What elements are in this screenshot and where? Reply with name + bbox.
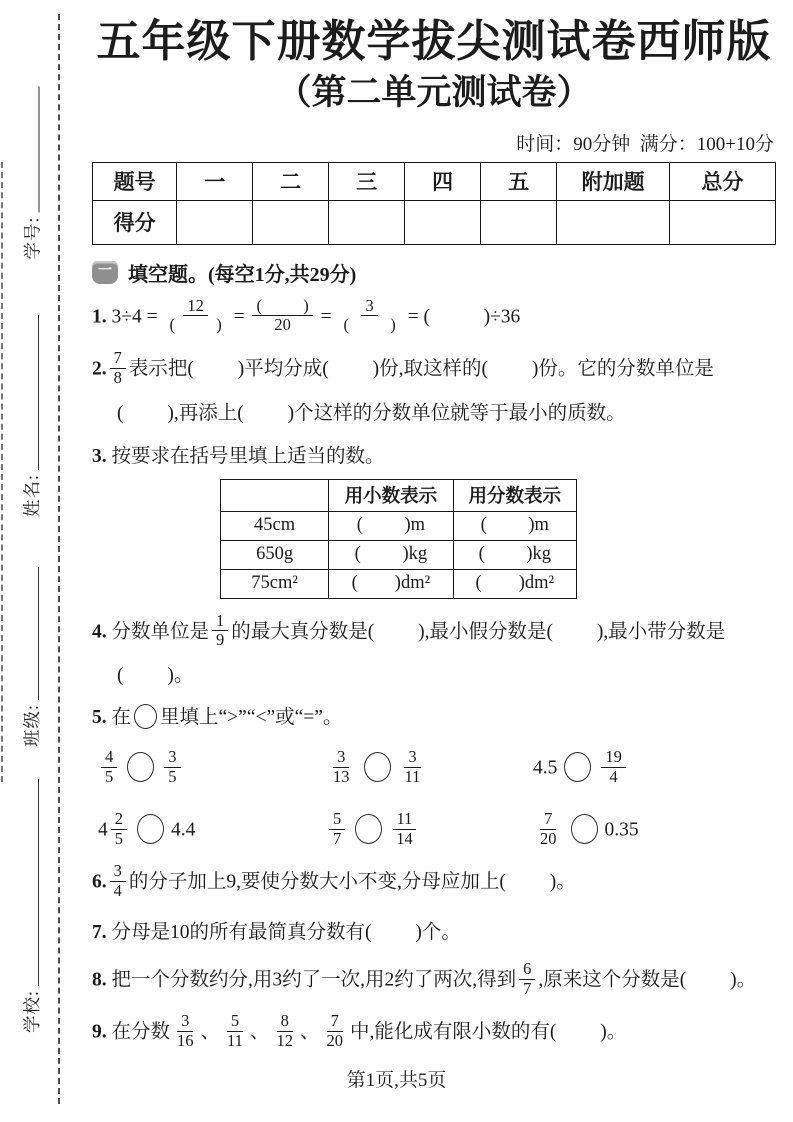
table-cell <box>221 479 329 511</box>
question-3-table <box>220 479 577 599</box>
class-blank-line <box>38 567 39 700</box>
page-number: 第1页,共5页 <box>346 1070 447 1091</box>
text-run: 1. <box>92 305 107 327</box>
fraction: $\frac{5}{11}$ <box>227 1011 243 1050</box>
paper-content <box>92 16 776 1052</box>
comparison-circle <box>364 752 391 782</box>
table-cell <box>329 200 405 244</box>
fraction: $\frac{19}{4}$ <box>601 748 626 786</box>
comparison-item <box>533 809 776 850</box>
section-one-title: 填空题。(每空1分,共29分) <box>128 263 357 286</box>
text-run: 在分数 <box>106 1021 171 1043</box>
table-cell: 用分数表示 <box>453 479 576 511</box>
text-run: 中,能化成有限小数的有( )。 <box>349 1021 627 1043</box>
school-field <box>19 777 43 1033</box>
text-run: 4.4 <box>171 819 196 841</box>
student-number-field <box>20 85 44 260</box>
text-run: 4.5 <box>533 757 558 779</box>
fraction: $\frac{5}{7}$ <box>329 810 345 848</box>
text-run: 7. <box>92 922 107 944</box>
question-4-line-2 <box>92 661 776 690</box>
school-label: 学校: <box>22 990 42 1033</box>
fraction: $\frac{3}{11}$ <box>404 747 421 786</box>
text-run: 的分子加上9,要使分数大小不变,分母应加上( )。 <box>128 871 576 893</box>
comparison-circle <box>137 814 164 844</box>
text-run: 6. <box>92 871 107 893</box>
comparison-item <box>533 747 776 788</box>
table-cell: 一 <box>177 162 253 200</box>
text-run: ,原来这个分数是( )。 <box>538 969 757 991</box>
binding-dashed-line <box>58 14 60 1104</box>
student-name-field <box>19 313 43 517</box>
fraction: $\frac{11}{14}$ <box>392 810 417 848</box>
text-run: = ( )÷36 <box>402 305 521 327</box>
page-edge-dashed-line <box>1 162 3 782</box>
fraction: $\frac{7}{20}$ <box>540 809 557 848</box>
table-cell: 附加题 <box>557 162 670 200</box>
text-run: 4 <box>98 819 108 841</box>
table-cell: 五 <box>481 162 557 200</box>
table-cell <box>481 200 557 244</box>
text-run: 3÷4 = <box>106 305 163 327</box>
table-cell: ( )dm² <box>453 569 576 598</box>
table-cell: 三 <box>329 162 405 200</box>
table-cell: 四 <box>405 162 481 200</box>
text-run: 分数单位是 <box>106 621 210 643</box>
text-run: 、 <box>249 1021 270 1043</box>
fraction: $\frac{4}{5}$ <box>101 748 117 786</box>
fraction: $\frac{6}{7}$ <box>519 960 535 998</box>
table-cell <box>669 200 775 244</box>
question-2-line-2 <box>92 399 776 428</box>
comparison-item <box>326 747 533 788</box>
table-cell: 45cm <box>221 511 329 540</box>
text-run: 把一个分数约分,用3约了一次,用2约了两次,得到 <box>106 969 517 991</box>
comparison-circle <box>134 704 157 729</box>
text-run: 、 <box>299 1021 320 1043</box>
text-run: 表示把( )平均分成( )份,取这样的( )份。它的分数单位是 <box>128 358 714 380</box>
comparison-circle <box>564 752 591 782</box>
comparison-circle <box>355 814 382 844</box>
table-cell: ( )kg <box>329 540 453 569</box>
text-run: 4. <box>92 621 107 643</box>
section-one-header <box>92 258 776 287</box>
text-run: 在 <box>106 707 132 729</box>
table-cell: ( )m <box>329 511 453 540</box>
student-name-label: 姓名: <box>22 474 42 517</box>
question-3 <box>92 442 776 471</box>
paper-title: 五年级下册数学拔尖测试卷西师版 <box>96 17 772 66</box>
question-9 <box>92 1011 776 1052</box>
fraction: $\frac{12}{( )}$ <box>169 295 222 335</box>
table-cell: 用小数表示 <box>329 479 453 511</box>
question-2-line-1 <box>92 348 776 389</box>
student-name-blank-line <box>38 315 39 470</box>
text-run: 的最大真分数是( ),最小假分数是( ),最小带分数是 <box>231 621 726 643</box>
school-blank-line <box>38 779 39 986</box>
question-4-line-1 <box>92 610 776 652</box>
text-run: ( ),再添上( )个这样的分数单位就等于最小的质数。 <box>117 403 626 425</box>
text-run: 按要求在括号里填上适当的数。 <box>106 445 385 467</box>
question-6 <box>92 861 776 902</box>
table-cell: 得分 <box>93 200 177 244</box>
fraction: $\frac{7}{20}$ <box>326 1011 343 1050</box>
fraction: $\frac{3}{16}$ <box>177 1011 194 1050</box>
fraction: $\frac{8}{12}$ <box>276 1011 293 1050</box>
table-cell <box>253 200 329 244</box>
table-cell: 650g <box>221 540 329 569</box>
fraction: $\frac{1}{9}$ <box>212 612 228 650</box>
fraction: $\frac{3}{5}$ <box>164 748 180 786</box>
fraction: $\frac{2}{5}$ <box>111 810 127 848</box>
text-run: 2. <box>92 358 107 380</box>
class-field <box>19 565 43 747</box>
table-cell: ( )dm² <box>329 569 453 598</box>
comparison-item <box>98 809 326 850</box>
table-cell <box>557 200 670 244</box>
table-cell: 题号 <box>93 162 177 200</box>
question-5 <box>92 703 776 732</box>
student-number-blank-line <box>39 87 40 213</box>
text-run: 3. <box>92 445 107 467</box>
table-cell: ( )m <box>453 511 576 540</box>
text-run: = <box>315 305 337 327</box>
time-score-info: 时间：90分钟 满分：100+10分 <box>516 133 774 155</box>
question-5-comparison-grid <box>98 747 776 850</box>
fraction: $\frac{3}{4}$ <box>110 862 126 900</box>
text-run: 9. <box>92 1021 107 1043</box>
table-cell <box>405 200 481 244</box>
question-1 <box>92 295 776 337</box>
score-summary-table <box>92 162 776 245</box>
student-number-label: 学号: <box>22 216 43 260</box>
table-cell: 75cm² <box>221 569 329 598</box>
class-label: 班级: <box>22 704 42 747</box>
fraction: $\frac{( )}{20}$ <box>252 297 312 335</box>
question-7 <box>92 918 776 947</box>
table-cell: 总分 <box>669 162 775 200</box>
text-run: = <box>228 305 250 327</box>
comparison-circle <box>127 752 154 782</box>
table-cell: 二 <box>253 162 329 200</box>
section-one-badge-icon: 一 <box>92 261 118 284</box>
fraction: $\frac{3}{13}$ <box>333 747 350 786</box>
text-run: 0.35 <box>604 819 639 841</box>
comparison-item <box>98 747 326 788</box>
comparison-item <box>326 809 533 850</box>
comparison-circle <box>571 814 598 844</box>
text-run: 分母是10的所有最简真分数有( )个。 <box>106 922 461 944</box>
question-8 <box>92 959 776 1000</box>
table-cell <box>177 200 253 244</box>
text-run: 8. <box>92 969 107 991</box>
fraction: $\frac{7}{8}$ <box>110 349 126 387</box>
text-run: 、 <box>200 1021 221 1043</box>
text-run: 5. <box>92 707 107 729</box>
fraction: $\frac{3}{( )}$ <box>343 295 396 335</box>
paper-subtitle: （第二单元测试卷） <box>276 72 592 112</box>
text-run: ( )。 <box>117 664 194 686</box>
text-run: 里填上“>”“<”或“=”。 <box>160 707 343 729</box>
table-cell: ( )kg <box>453 540 576 569</box>
